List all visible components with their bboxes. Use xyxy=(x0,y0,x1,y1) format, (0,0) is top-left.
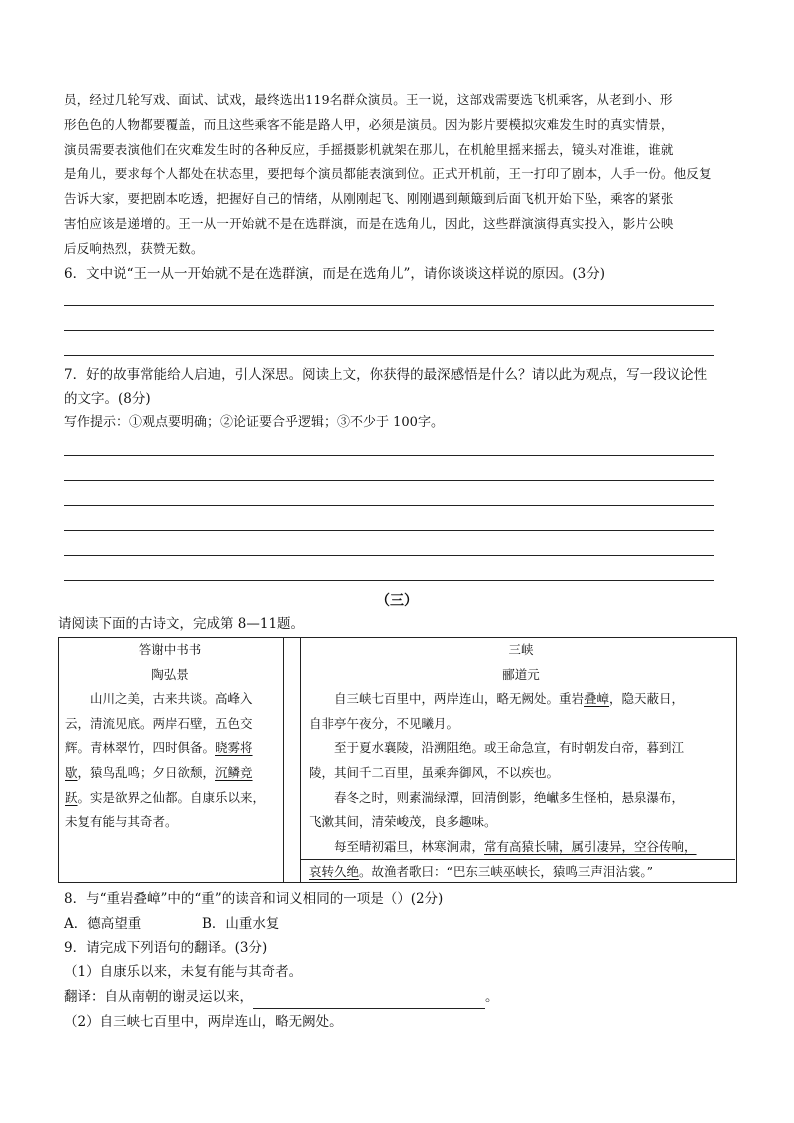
translation-prefix: 翻译：自从南朝的谢灵运以来， xyxy=(64,989,253,1005)
underlined-phrase: 沉鳞竞 xyxy=(215,764,253,780)
column-divider xyxy=(300,638,301,882)
text-b-line: 哀转久绝。故渔者歌曰：“巴东三峡巫峡长，猿鸣三声泪沾裳。” xyxy=(301,859,735,885)
underlined-phrase: 叠嶂 xyxy=(584,691,610,707)
underlined-phrase: 哀转久绝 xyxy=(309,864,360,880)
question-6: 6．文中说“王一从一开始就不是在选群演，而是在选角儿”，请你谈谈这样说的原因。(3分) xyxy=(64,266,606,282)
passage-line: 告诉大家，要把剧本吃透，把握好自己的情绪，从刚刚起飞、刚刚遇到颠簸到后面飞机开始下坠，乘客的紧张 xyxy=(64,191,674,207)
underlined-phrase: 歇 xyxy=(65,764,78,780)
text-a-line: 未复有能与其奇者。 xyxy=(65,814,178,830)
column-divider xyxy=(283,638,284,882)
option-a[interactable]: A．德高望重 xyxy=(64,916,142,932)
question-9-item-2: （2）自三峡七百里中，两岸连山，略无阙处。 xyxy=(64,1014,343,1030)
text-b-title: 三峡 xyxy=(508,642,534,657)
text-b-author: 郦道元 xyxy=(502,666,540,682)
answer-line[interactable] xyxy=(64,555,714,556)
text-a-line: 云，清流见底。两岸石壁，五色交 xyxy=(65,715,253,731)
answer-line[interactable] xyxy=(64,305,714,306)
text-a-author: 陶弘景 xyxy=(151,666,189,682)
text-b-line: 陵，其间千二百里，虽乘奔御风，不以疾也。 xyxy=(309,764,560,780)
passage-line: 害怕应该是递增的。王一从一开始就不是在选群演，而是在选角儿，因此，这些群演演得真实投入，影片公映 xyxy=(64,215,674,231)
answer-line[interactable] xyxy=(64,355,714,356)
answer-line[interactable] xyxy=(64,505,714,506)
translation-line xyxy=(64,985,499,1009)
section-instruction: 请阅读下面的古诗文，完成第 8—11题。 xyxy=(58,616,305,632)
underlined-phrase: 晓雾将 xyxy=(215,740,253,756)
question-7-line2: 的文字。(8分) xyxy=(64,391,151,407)
answer-line[interactable] xyxy=(64,530,714,531)
question-7-line1: 7．好的故事常能给人启迪，引人深思。阅读上文，你获得的最深感悟是什么？请以此为观点，写一段议论性 xyxy=(64,367,708,383)
passage-line: 是角儿，要求每个人都处在状态里，要把每个演员都能表演到位。正式开机前，王一打印了剧本，人手一份。他反复 xyxy=(64,166,712,182)
writing-hint: 写作提示：①观点要明确；②论证要合乎逻辑；③不少于 100字。 xyxy=(64,415,444,430)
classical-texts-table xyxy=(58,637,737,883)
passage-line: 形色色的人物都要覆盖，而且这些乘客不能是路人甲，必须是演员。因为影片要模拟灾难发生时的真实情景， xyxy=(64,116,674,132)
option-b[interactable]: B．山重水复 xyxy=(202,916,280,932)
text-b-line: 自三峡七百里中，两岸连山，略无阙处。重岩叠嶂，隐天蔽日， xyxy=(309,691,685,707)
question-9-item-1: （1）自康乐以来，未复有能与其奇者。 xyxy=(64,964,303,980)
text-a-line: 山川之美，古来共谈。高峰入 xyxy=(65,691,253,707)
underlined-phrase: 常有高猿长啸，属引凄异，空谷传响， xyxy=(484,838,697,854)
passage-line: 演员需要表演他们在灾难发生时的各种反应，手摇摄影机就架在那儿，在机舱里摇来摇去，镜头对准谁，谁就 xyxy=(64,141,674,157)
answer-line[interactable] xyxy=(64,330,714,331)
text-b-line: 每至晴初霜旦，林寒涧肃，常有高猿长啸，属引凄异，空谷传响， xyxy=(309,838,697,854)
text-b xyxy=(309,638,733,885)
translation-suffix: 。 xyxy=(485,989,499,1005)
text-a-line: 辉。青林翠竹，四时俱备。晓雾将 xyxy=(65,740,253,756)
translation-blank[interactable] xyxy=(253,992,485,1009)
text-a-line: 跃。实是欲界之仙都。自康乐以来， xyxy=(65,789,266,805)
text-a-title: 答谢中书书 xyxy=(138,642,202,657)
text-b-line: 飞漱其间，清荣峻茂，良多趣味。 xyxy=(309,814,497,830)
answer-line[interactable] xyxy=(64,480,714,481)
text-b-line: 春冬之时，则素湍绿潭，回清倒影，绝𪩘多生怪柏，悬泉瀑布， xyxy=(309,789,685,805)
passage-line: 后反响热烈，获赞无数。 xyxy=(64,240,204,256)
text-b-line: 自非亭午夜分，不见曦月。 xyxy=(309,715,460,731)
text-b-line: 至于夏水襄陵，沿溯阻绝。或王命急宣，有时朝发白帝，暮到江 xyxy=(309,740,685,756)
passage xyxy=(64,88,736,262)
question-8: 8．与“重岩叠嶂”中的“重”的读音和词义相同的一项是（）(2分) xyxy=(64,891,444,907)
passage-line: 员，经过几轮写戏、面试、试戏，最终选出119名群众演员。王一说，这部戏需要选飞机乘客，从老到小、形 xyxy=(64,92,673,107)
answer-line[interactable] xyxy=(64,580,714,581)
section-title: （三） xyxy=(376,593,418,609)
text-a xyxy=(65,638,275,835)
text-a-line: 歇，猿鸟乱鸣；夕日欲颓，沉鳞竞 xyxy=(65,764,253,780)
underlined-phrase: 跃 xyxy=(65,789,78,805)
answer-line[interactable] xyxy=(64,455,714,456)
question-9: 9．请完成下列语句的翻译。(3分) xyxy=(64,940,268,956)
